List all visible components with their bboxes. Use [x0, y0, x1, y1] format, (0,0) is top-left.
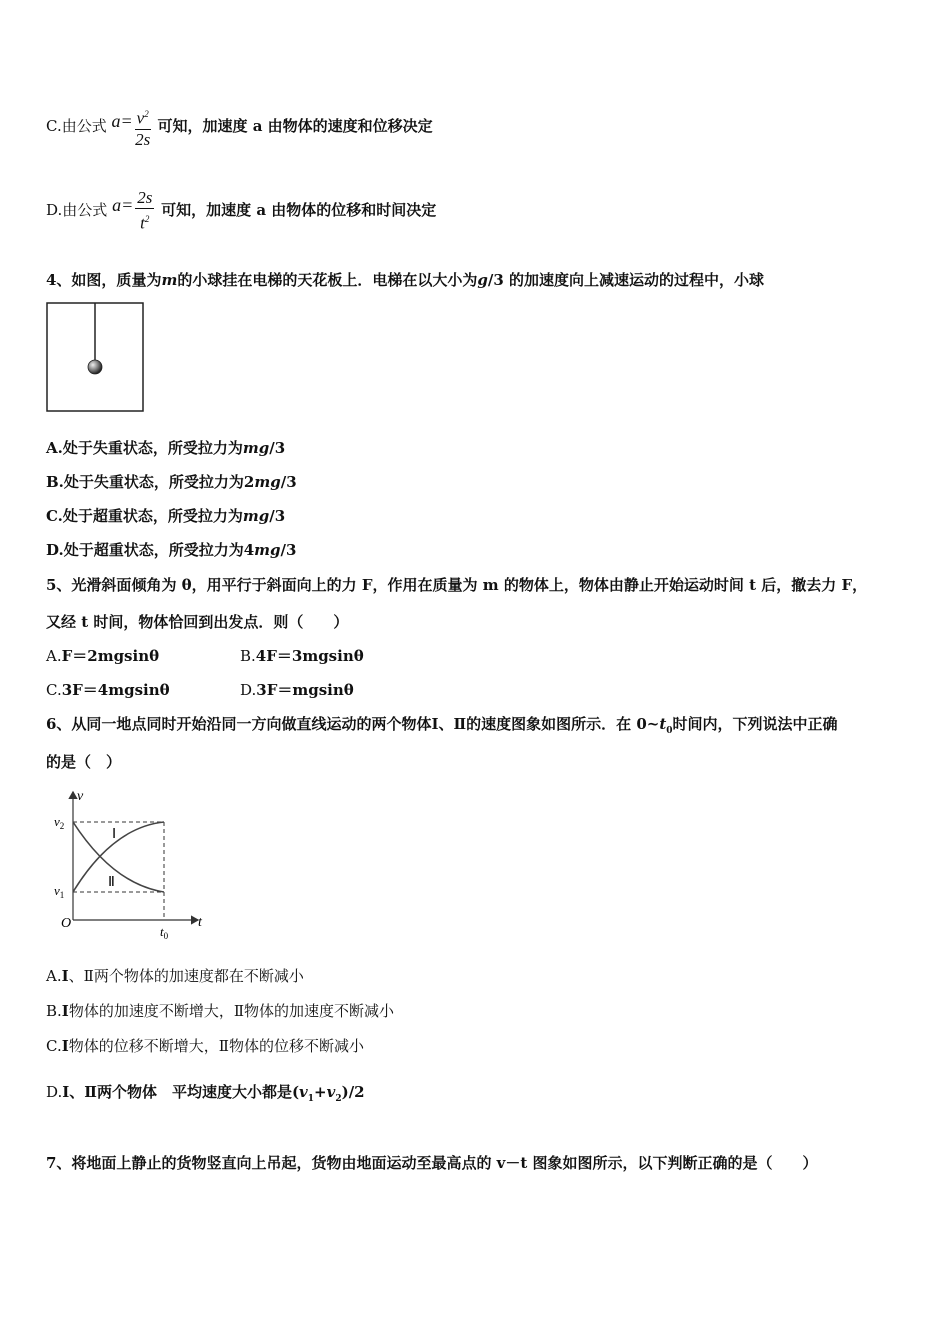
- curve-2: [73, 822, 164, 892]
- q4-option-a: A.处于失重状态，所受拉力为mg/3: [46, 439, 286, 457]
- q4-stem: 4、如图，质量为m的小球挂在电梯的天花板上．电梯在以大小为g/3 的加速度向上减速运动的过程中，小球: [46, 271, 764, 289]
- q6-stem-line2: 的是（ ）: [46, 753, 122, 771]
- formula-fraction: $\frac{v^2}{2s}$: [135, 104, 151, 150]
- curve-1: [73, 822, 164, 892]
- q6-stem-line1: 6、从同一地点同时开始沿同一方向做直线运动的两个物体Ⅰ、Ⅱ的速度图象如图所示．在 $0\sim t_0$时间内，下列说法中正确: [46, 715, 838, 736]
- v-axis-label: v: [77, 789, 84, 804]
- q5-option-row1: A.F＝2mgsinθ: [46, 647, 160, 665]
- q5-stem-line2: 又经 t 时间，物体恰回到出发点．则（ ）: [46, 613, 349, 631]
- v1-label: $v_1$: [54, 883, 65, 900]
- q6-option-c: C.I物体的位移不断增大，Ⅱ物体的位移不断减小: [46, 1037, 364, 1055]
- formula-fraction: $\frac{2s}{t^2}$: [137, 188, 153, 233]
- q6-option-a: A.I、Ⅱ两个物体的加速度都在不断减小: [46, 967, 304, 985]
- q6-option-b: B.I物体的加速度不断增大，Ⅱ物体的加速度不断减小: [46, 1002, 395, 1020]
- velocity-time-graph: [50, 786, 210, 946]
- formula-lhs: a=: [111, 110, 133, 131]
- q5-stem-line1: 5、光滑斜面倾角为 θ，用平行于斜面向上的力 F，作用在质量为 m 的物体上，物体由静止开始运动时间 t 后，撤去力 F，: [46, 576, 868, 594]
- curve-1-label: Ⅰ: [112, 827, 117, 842]
- curve-2-label: Ⅱ: [108, 875, 115, 890]
- elevator-diagram: [46, 302, 146, 414]
- formula-lhs: a=: [112, 194, 134, 215]
- q7-stem: 7、将地面上静止的货物竖直向上吊起，货物由地面运动至最高点的 v－t 图象如图所示，以下判断正确的是（ ）: [46, 1154, 818, 1172]
- q3-option-c: C.由公式 a= $\frac{v^2}{2s}$ 可知，加速度 a 由物体的速度和位移决定: [46, 104, 433, 150]
- q3-option-d: D.由公式 a= $\frac{2s}{t^2}$ 可知，加速度 a 由物体的位移和时间决定: [46, 188, 437, 233]
- q5-option-row2: C.3F＝4mgsinθ: [46, 681, 170, 699]
- q5-option-row2b: D.3F＝mgsinθ: [240, 681, 354, 699]
- t0-label: $t_0$: [160, 924, 169, 941]
- q4-option-b: B.处于失重状态，所受拉力为2mg/3: [46, 473, 297, 491]
- origin-label: O: [61, 916, 72, 931]
- ball: [88, 360, 102, 374]
- t-axis-label: t: [198, 915, 202, 930]
- q4-option-c: C.处于超重状态，所受拉力为mg/3: [46, 507, 286, 525]
- q4-option-d: D.处于超重状态，所受拉力为4mg/3: [46, 541, 297, 559]
- q5-option-row1b: B.4F＝3mgsinθ: [240, 647, 364, 665]
- q6-option-d: D.I、Ⅱ两个物体 平均速度大小都是$(v_1+v_2)/2$: [46, 1083, 365, 1104]
- v2-label: $v_2$: [54, 814, 65, 831]
